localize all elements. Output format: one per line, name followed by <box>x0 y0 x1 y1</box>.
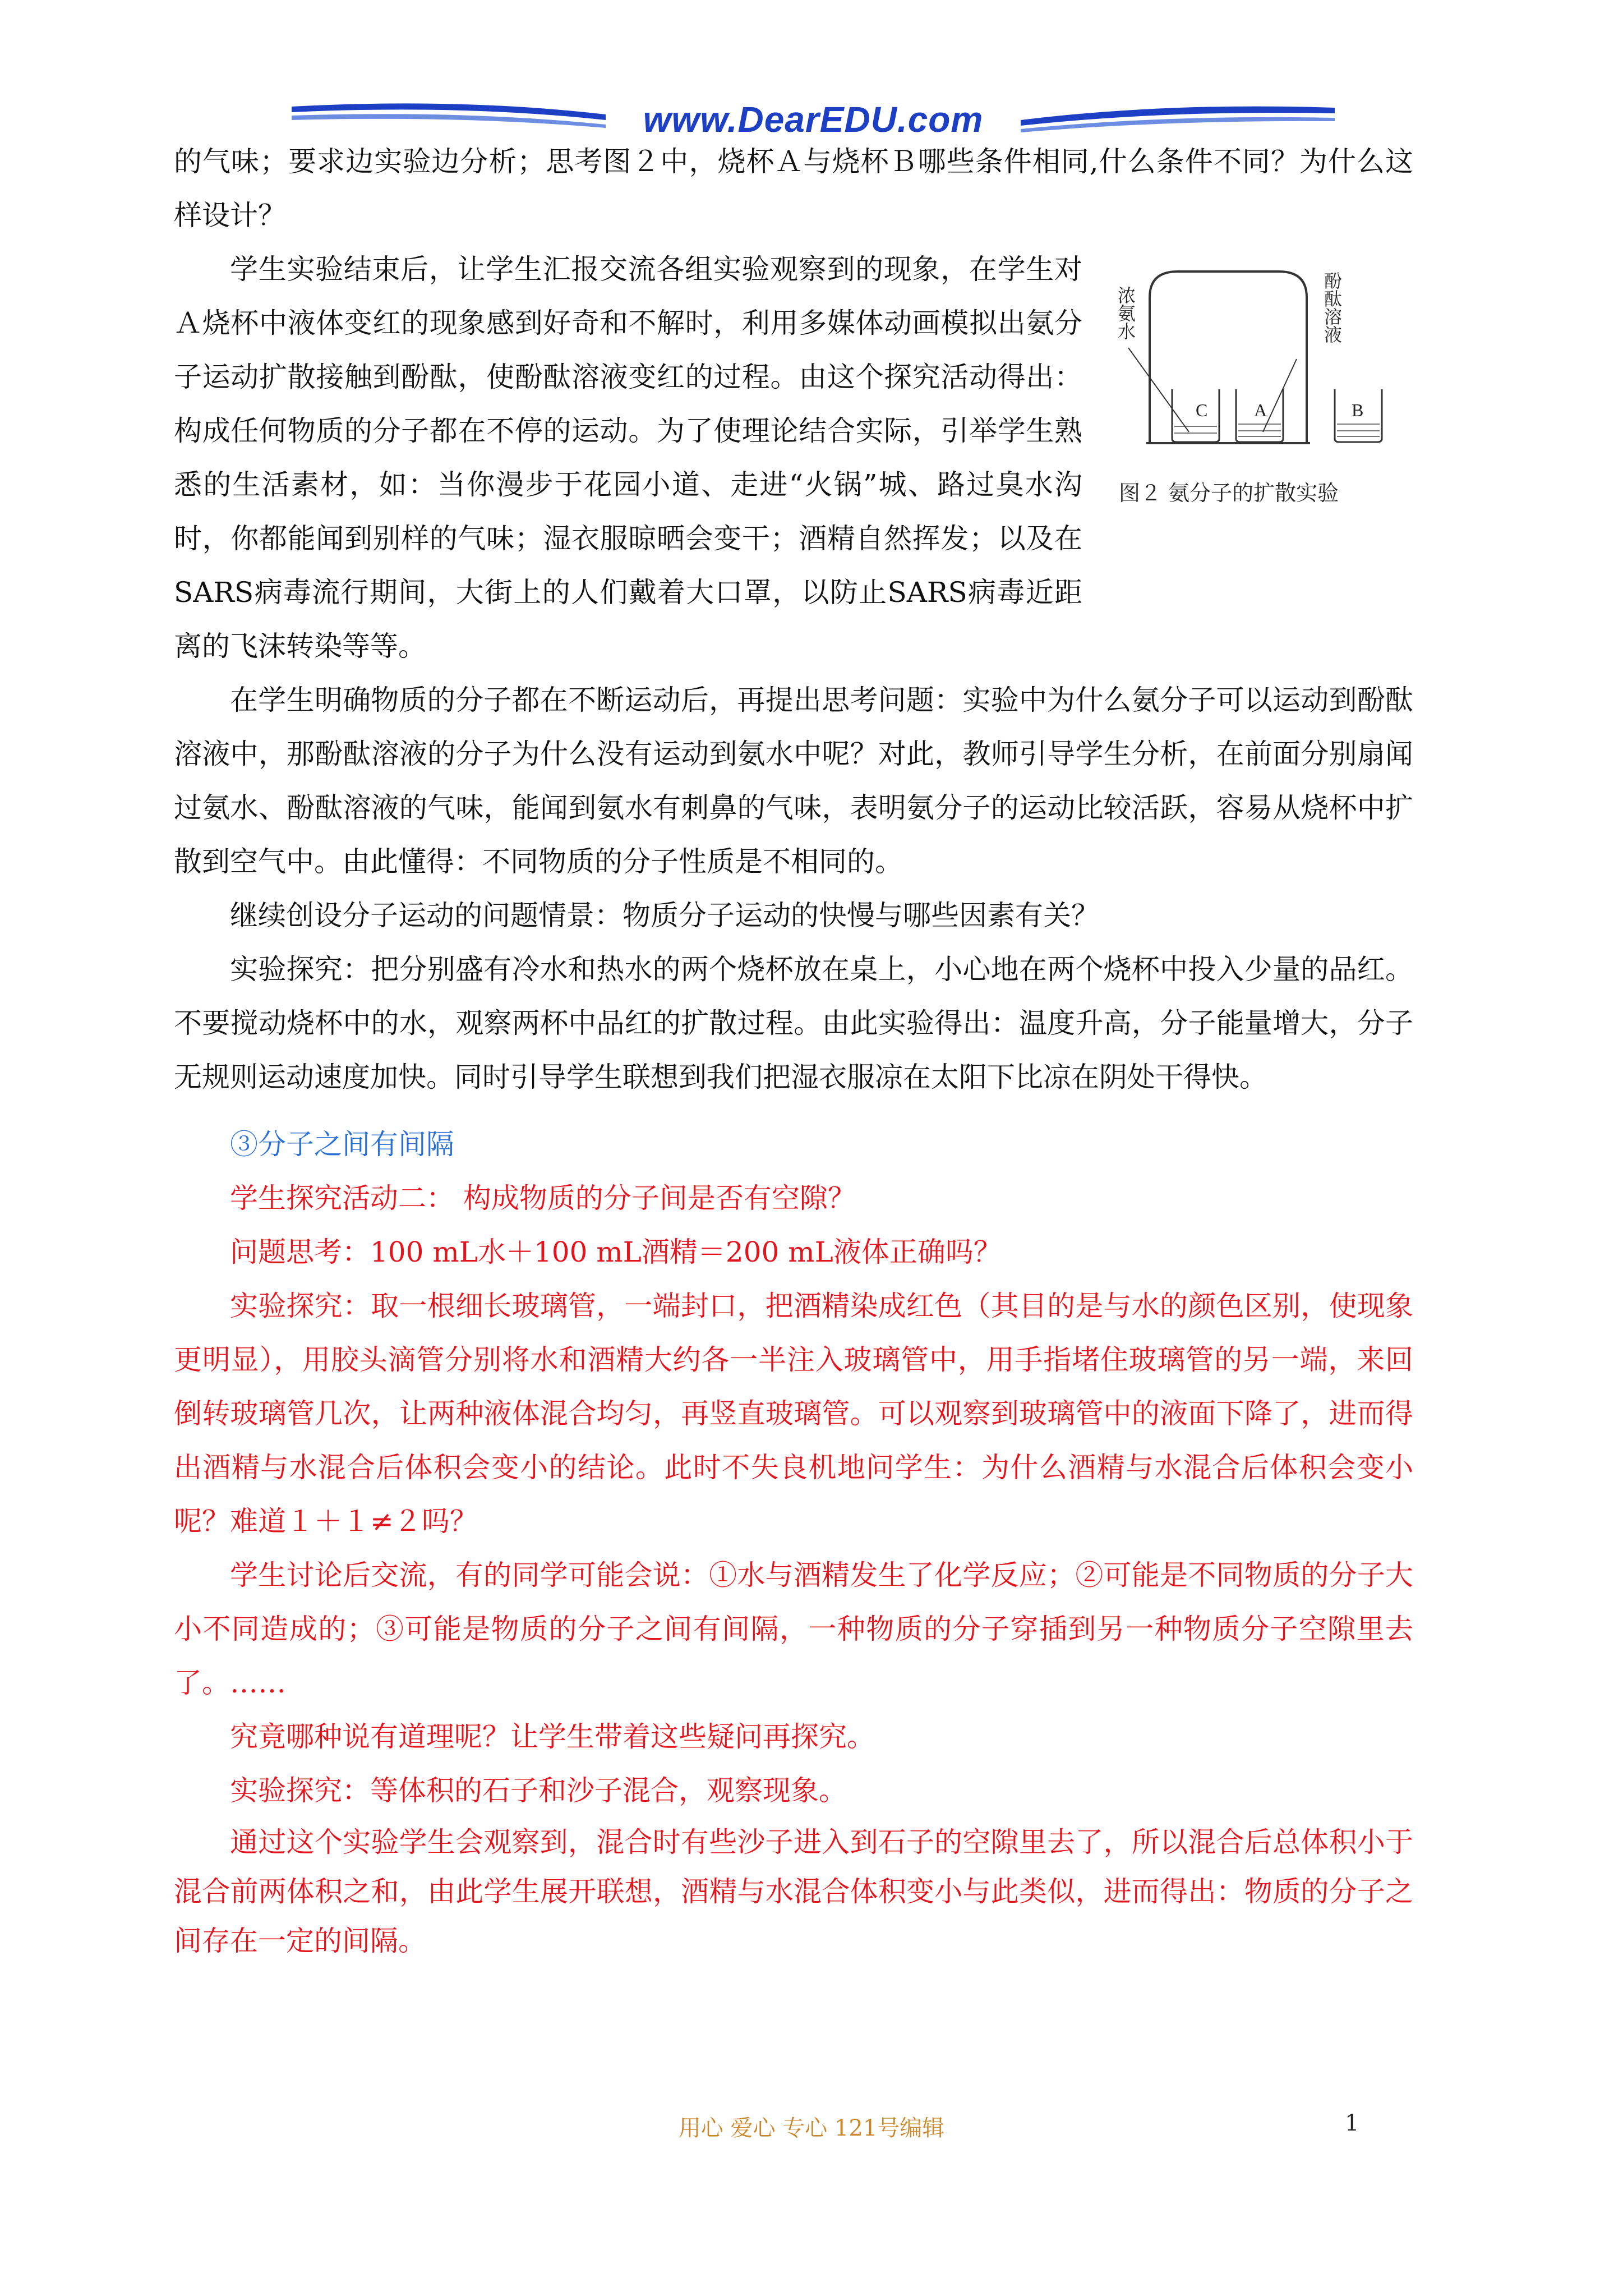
beaker-a-label: A <box>1254 400 1267 420</box>
site-logo-text: www.DearEDU.com <box>643 99 984 140</box>
paragraph: 继续创设分子运动的问题情景：物质分子运动的快慢与哪些因素有关？ <box>230 899 1099 932</box>
paragraph: 学生讨论后交流，有的同学可能会说：①水与酒精发生了化学反应；②可能是不同物质的分子大小不同造成的；③可能是物质的分子之间有间隔，一种物质的分子穿插到另一种物质分子空隙里去了。…… <box>174 1559 1413 1699</box>
paragraph: 实验探究：取一根细长玻璃管，一端封口，把酒精染成红色（其目的是与水的颜色区别，使现象更明显），用胶头滴管分别将水和酒精大约各一半注入玻璃管中，用手指堵住玻璃管的另一端，来回倒转玻璃管几次，让两种液体混合均匀，再竖直玻璃管。可以观察到玻璃管中的液面下降了，进而得出酒精与水混合后体积会变小的结论。此时不失良机地问学生：为什么酒精与水混合后体积会变小呢？难道１＋１≠２吗？ <box>174 1290 1413 1538</box>
article-body <box>174 135 1413 1966</box>
paragraph-text: 学生实验结束后，让学生汇报交流各组实验观察到的现象，在学生对Ａ烧杯中液体变红的现象感到好奇和不解时，利用多媒体动画模拟出氨分子运动扩散接触到酚酞，使酚酞溶液变红的过程。由这个探究活动得出：构成任何物质的分子都在不停的运动。为了使理论结合实际，引举学生熟悉的生活素材，如：当你漫步于花园小道、走进“火锅”城、路过臭水沟时，你都能闻到别样的气味；湿衣服晾晒会变干；酒精自然挥发；以及在SARS病毒流行期间，大街上的人们戴着大口罩，以防止SARS病毒近距离的飞沫转染等等。 <box>174 253 1082 662</box>
footer-text: 用心 爱心 专心 121号编辑 <box>678 2115 945 2141</box>
page-number: 1 <box>1345 2110 1359 2136</box>
paragraph: 的气味；要求边实验边分析；思考图２中，烧杯Ａ与烧杯Ｂ哪些条件相同,什么条件不同？为什么这样设计？ <box>174 145 1413 232</box>
paragraph: 在学生明确物质的分子都在不断运动后，再提出思考问题：实验中为什么氨分子可以运动到酚酞溶液中，那酚酞溶液的分子为什么没有运动到氨水中呢？对此，教师引导学生分析，在前面分别扇闻过氨水、酚酞溶液的气味，能闻到氨水有刺鼻的气味，表明氨分子的运动比较活跃，容易从烧杯中扩散到空气中。由此懂得：不同物质的分子性质是不相同的。 <box>174 684 1413 878</box>
section-heading: ③分子之间有间隔 <box>230 1128 454 1161</box>
figure-caption: 图２ 氨分子的扩散实验 <box>1119 481 1339 505</box>
beaker-c-label: C <box>1196 400 1208 420</box>
figure-spacer <box>1099 242 1413 613</box>
paragraph: 实验探究：把分别盛有冷水和热水的两个烧杯放在桌上，小心地在两个烧杯中投入少量的品红。不要搅动烧杯中的水，观察两杯中品红的扩散过程。由此实验得出：温度升高，分子能量增大，分子无规则运动速度加快。同时引导学生联想到我们把湿衣服凉在太阳下比凉在阴处干得快。 <box>174 953 1413 1093</box>
paragraph: 学生探究活动二： 构成物质的分子间是否有空隙？ <box>230 1182 856 1214</box>
paragraph: 通过这个实验学生会观察到，混合时有些沙子进入到石子的空隙里去了，所以混合后总体积小于混合前两体积之和，由此学生展开联想，酒精与水混合体积变小与此类似，进而得出：物质的分子之间存在一定的间隔。 <box>174 1826 1413 1957</box>
paragraph: 问题思考：100 mL水＋100 mL酒精＝200 mL液体正确吗？ <box>230 1236 1002 1268</box>
ammonia-label: 浓氨水 <box>1115 286 1136 340</box>
beaker-b-label: B <box>1352 400 1364 420</box>
paragraph: 究竟哪种说有道理呢？让学生带着这些疑问再探究。 <box>230 1720 875 1753</box>
phenolphthalein-label: 酚酞溶液 <box>1321 272 1343 343</box>
paragraph: 实验探究：等体积的石子和沙子混合，观察现象。 <box>230 1774 847 1807</box>
